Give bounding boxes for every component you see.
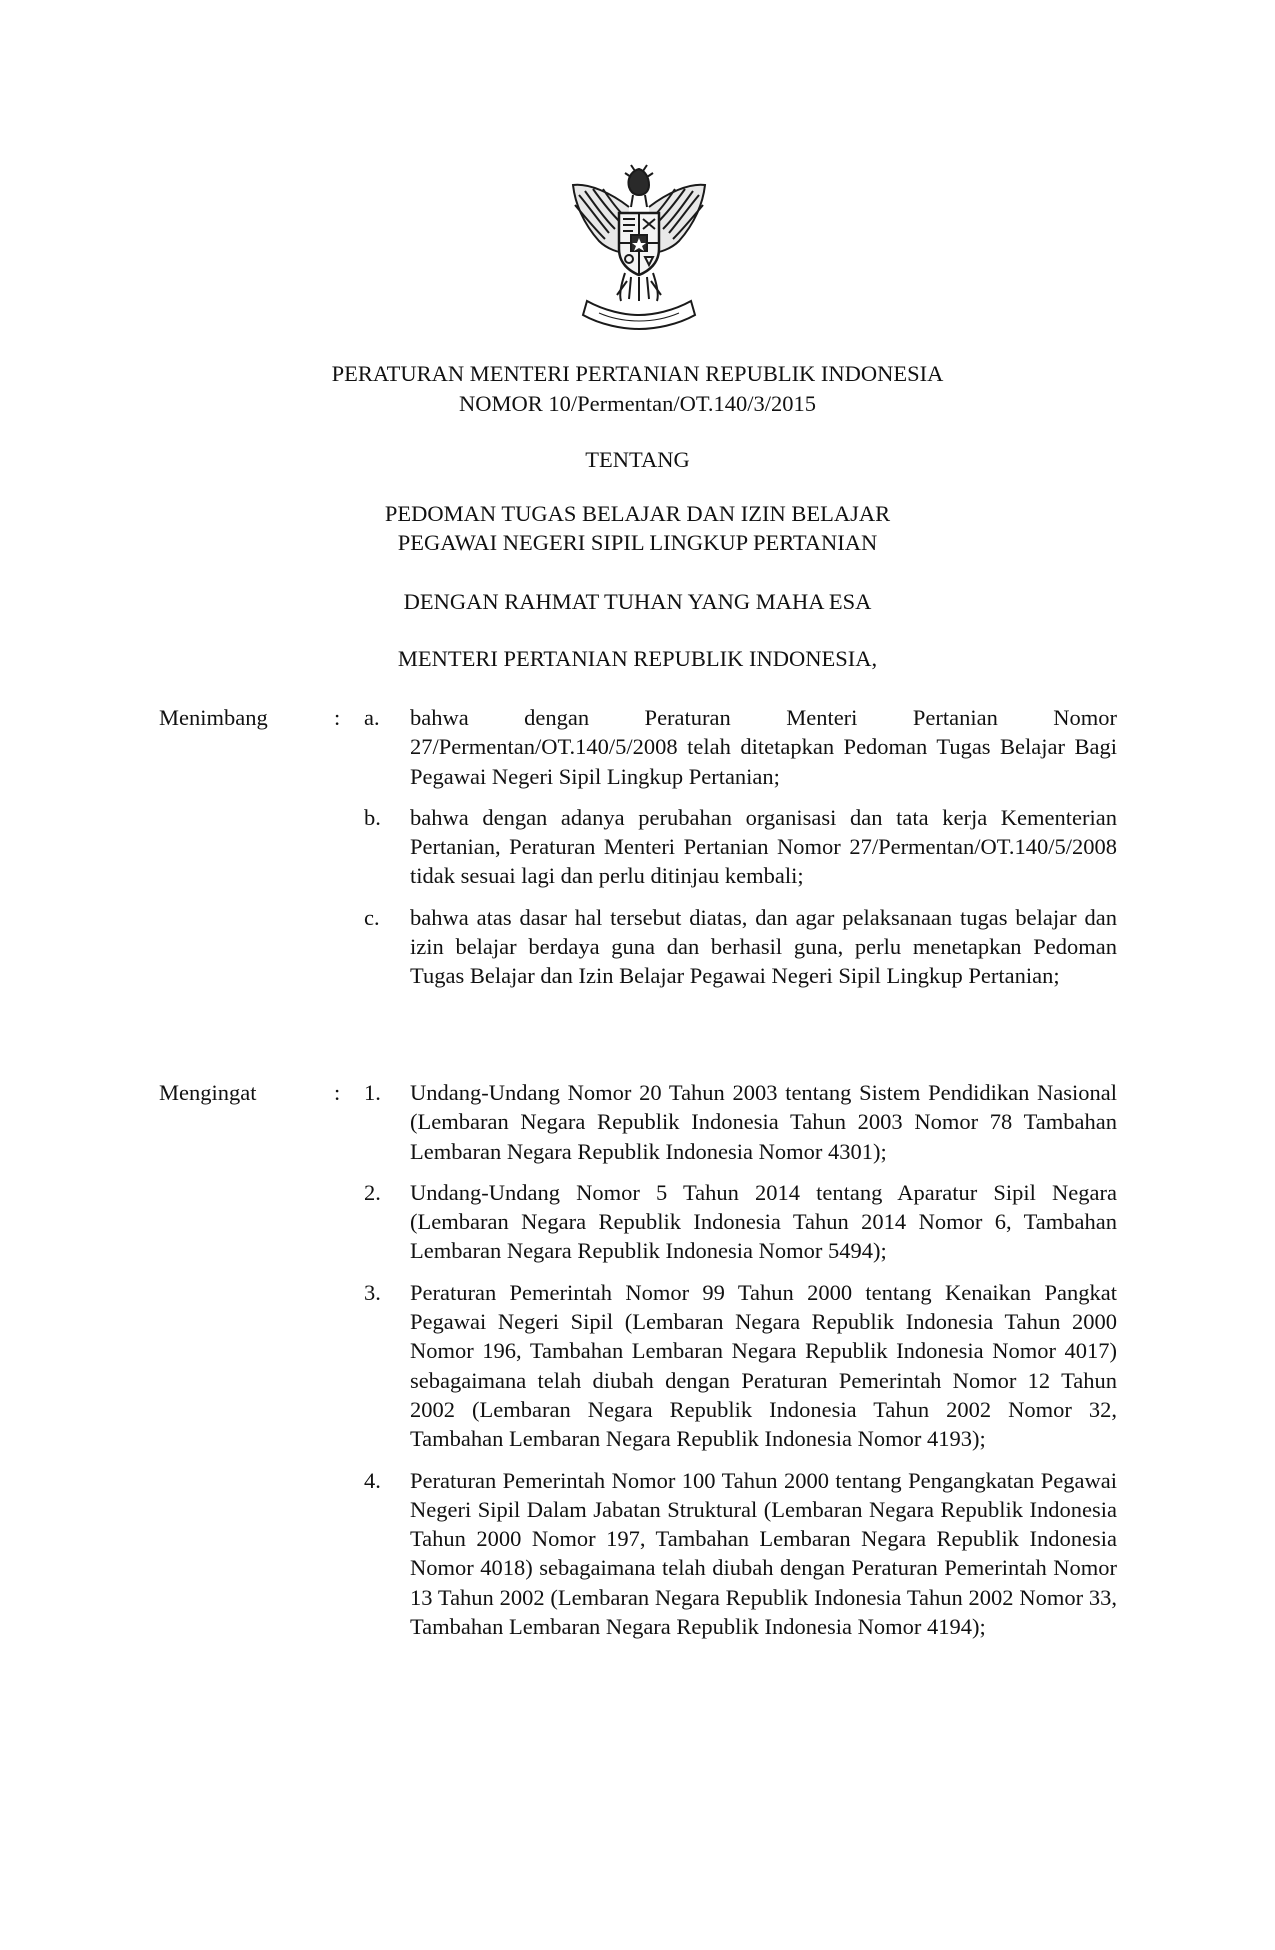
regulation-subject-line-2: PEGAWAI NEGERI SIPIL LINGKUP PERTANIAN — [397, 530, 878, 555]
item-marker: 1. — [364, 1080, 381, 1105]
item-marker: c. — [364, 904, 380, 930]
mengingat-section — [159, 1078, 1117, 1653]
mengingat-colon: : — [334, 1080, 341, 1105]
menimbang-item — [364, 703, 1117, 791]
item-marker: a. — [364, 705, 380, 730]
item-text: Undang-Undang Nomor 20 Tahun 2003 tentang Sistem Pendidikan Nasional (Lembaran Negara Republik Indonesia Tahun 2003 Nomor 78 Tambahan Lembaran Negara Republik Indonesia Nomor 4301); — [410, 1080, 1117, 1164]
mengingat-item — [364, 1078, 1117, 1166]
mengingat-item — [364, 1178, 1117, 1266]
mengingat-item — [364, 1466, 1117, 1642]
menimbang-item — [364, 803, 1117, 891]
item-text: Undang-Undang Nomor 5 Tahun 2014 tentang Aparatur Sipil Negara (Lembaran Negara Republik Indonesia Tahun 2014 Nomor 6, Tambahan Lembaran Negara Republik Indonesia Nomor 5494); — [410, 1179, 1117, 1264]
item-marker: 3. — [364, 1279, 381, 1305]
item-text: Peraturan Pemerintah Nomor 99 Tahun 2000 tentang Kenaikan Pangkat Pegawai Negeri Sipil (Lembaran Negara Republik Indonesia Tahun 2000 Nomor 196, Tambahan Lembaran Negara Republik Indonesia Nomor 4017) sebagaimana telah diubah dengan Peraturan Pemerintah Nomor 12 Tahun 2002 (Lembaran Negara Republik Indonesia Tahun 2002 Nomor 32, Tambahan Lembaran Negara Republik Indonesia Nomor 4193); — [410, 1279, 1117, 1452]
regulation-subject-line-1: PEDOMAN TUGAS BELAJAR DAN IZIN BELAJAR — [384, 501, 891, 526]
menimbang-section — [159, 703, 1117, 1003]
menimbang-label: Menimbang — [159, 705, 268, 730]
opening-phrase: DENGAN RAHMAT TUHAN YANG MAHA ESA — [403, 589, 872, 614]
item-marker: 2. — [364, 1179, 381, 1205]
minister-heading: MENTERI PERTANIAN REPUBLIK INDONESIA, — [397, 646, 878, 671]
item-marker: 4. — [364, 1467, 381, 1493]
regulation-number: NOMOR 10/Permentan/OT.140/3/2015 — [458, 391, 817, 416]
item-text: bahwa dengan Peraturan Menteri Pertanian Nomor 27/Permentan/OT.140/5/2008 telah ditetapkan Pedoman Tugas Belajar Bagi Pegawai Negeri Sipil Lingkup Pertanian; — [410, 705, 1117, 789]
mengingat-label: Mengingat — [159, 1080, 257, 1105]
menimbang-item — [364, 903, 1117, 991]
item-text: Peraturan Pemerintah Nomor 100 Tahun 2000 tentang Pengangkatan Pegawai Negeri Sipil Dalam Jabatan Struktural (Lembaran Negara Republik Indonesia Tahun 2000 Nomor 197, Tambahan Lembaran Negara Republik Indonesia Nomor 4018) sebagaimana telah diubah dengan Peraturan Pemerintah Nomor 13 Tahun 2002 (Lembaran Negara Republik Indonesia Tahun 2002 Nomor 33, Tambahan Lembaran Negara Republik Indonesia Nomor 4194); — [410, 1467, 1117, 1640]
item-text: bahwa dengan adanya perubahan organisasi dan tata kerja Kementerian Pertanian, Peraturan Menteri Pertanian Nomor 27/Permentan/OT.140/5/2008 tidak sesuai lagi dan perlu ditinjau kembali; — [410, 804, 1117, 889]
mengingat-item — [364, 1278, 1117, 1454]
garuda-emblem-icon — [565, 163, 713, 331]
item-text: bahwa atas dasar hal tersebut diatas, dan agar pelaksanaan tugas belajar dan izin belajar berdaya guna dan berhasil guna, perlu menetapkan Pedoman Tugas Belajar dan Izin Belajar Pegawai Negeri Sipil Lingkup Pertanian; — [410, 904, 1117, 989]
tentang-heading: TENTANG — [585, 447, 690, 472]
item-marker: b. — [364, 804, 381, 830]
menimbang-colon: : — [334, 705, 341, 730]
regulation-title: PERATURAN MENTERI PERTANIAN REPUBLIK INDONESIA — [331, 361, 944, 386]
